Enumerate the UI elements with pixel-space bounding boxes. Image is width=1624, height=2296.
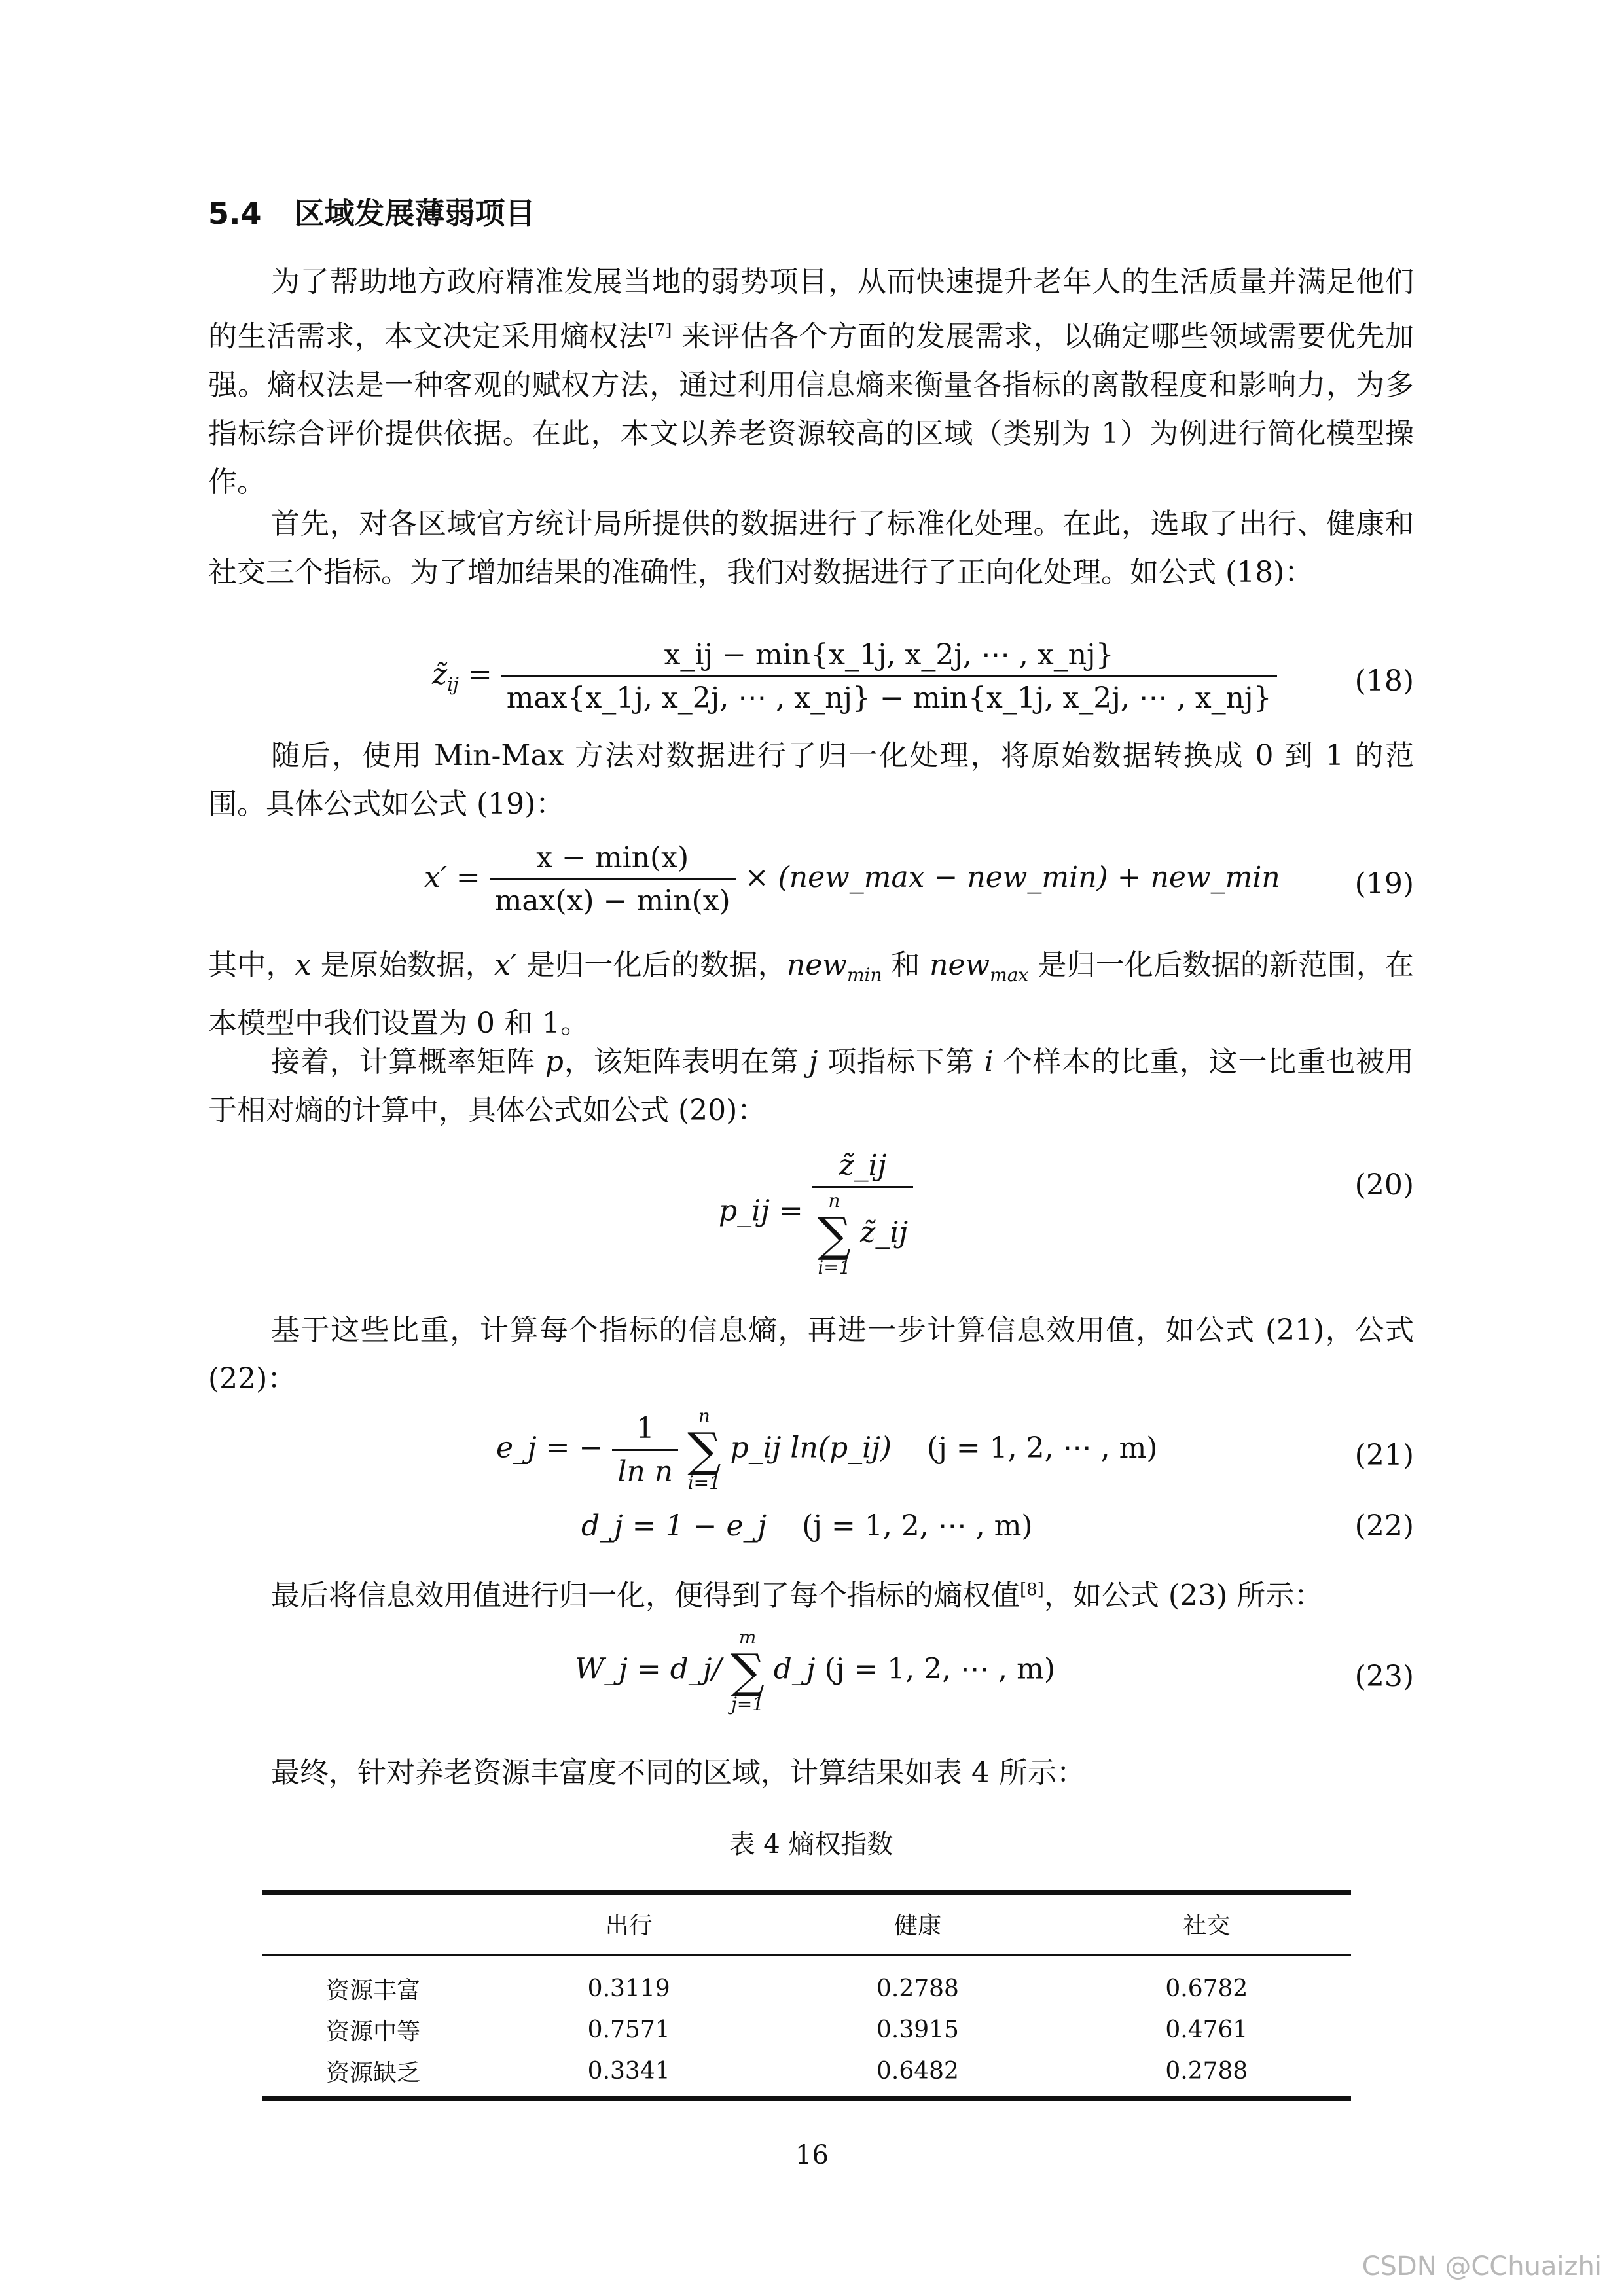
- symbol-x: x: [295, 948, 312, 982]
- equals-sign: =: [778, 1194, 812, 1228]
- paragraph-weights: [208, 1566, 1414, 1621]
- equation-tag: (20): [1354, 1168, 1414, 1202]
- table-cell: 0.6782: [1165, 1975, 1248, 2002]
- equation-20: [208, 1149, 1414, 1293]
- paragraph-intro: [208, 258, 1414, 507]
- paragraph-entropy: [208, 1306, 1414, 1403]
- eq21-summand: p_ij ln(p_ij): [730, 1431, 892, 1465]
- table-cell: 0.2788: [876, 1975, 959, 2002]
- table-header-cell: 健康: [893, 1912, 941, 1939]
- table-header-cell: 社交: [1183, 1912, 1231, 1939]
- section-heading: [208, 190, 535, 233]
- eq20-numerator: z̃_ij: [812, 1149, 913, 1188]
- paragraph-text: 项指标下第: [818, 1045, 984, 1079]
- sum-upper-limit: n: [828, 1190, 840, 1211]
- symbol-max: max: [990, 963, 1029, 986]
- eq18-lhs: z̃: [432, 658, 448, 691]
- eq21-frac-numerator: 1: [612, 1412, 678, 1451]
- eq21-frac-denominator: ln n: [617, 1454, 674, 1488]
- paragraph-text: ，如公式 (23) 所示：: [1043, 1579, 1324, 1613]
- equation-19: [208, 841, 1414, 933]
- citation-8[interactable]: [8]: [1020, 1580, 1044, 1600]
- summation: [687, 1407, 721, 1492]
- section-title: 区域发展薄弱项目: [294, 196, 535, 231]
- symbol-i: i: [984, 1045, 994, 1079]
- paragraph-text: 和: [882, 948, 930, 982]
- eq19-denominator: max(x) − min(x): [494, 884, 731, 918]
- summation: [731, 1628, 764, 1713]
- eq19-rest: × (new_max − new_min) + new_min: [744, 861, 1280, 894]
- entropy-weight-table: [262, 1890, 1351, 2101]
- eq22-condition: (j = 1, 2, ⋯ , m): [802, 1509, 1033, 1543]
- paragraph-text: 最终，针对养老资源丰富度不同的区域，计算结果如表 4 所示：: [271, 1756, 1085, 1789]
- citation-7[interactable]: [7]: [647, 321, 672, 340]
- eq20-summand: z̃_ij: [860, 1215, 909, 1249]
- symbol-new: new: [786, 948, 847, 982]
- table-row: [262, 2051, 1351, 2098]
- eq23-summand: d_j: [773, 1652, 816, 1686]
- equation-22: [208, 1509, 1414, 1549]
- eq20-denominator: [812, 1188, 913, 1277]
- table-row: [262, 2009, 1351, 2051]
- table-header-row: [262, 1893, 1351, 1955]
- section-number: 5.4: [208, 196, 262, 231]
- equation-body: [575, 1628, 1055, 1713]
- paragraph-probability: [208, 1038, 1414, 1135]
- table-cell: 0.7571: [587, 2017, 670, 2043]
- table-cell: 0.3341: [587, 2058, 670, 2085]
- paragraph-text: 是归一化后数据的新范围，在本模型中我们设置为 0 和 1。: [208, 948, 1414, 1040]
- paragraph-text: 随后，使用 Min-Max 方法对数据进行了归一化处理，将原始数据转换成 0 到 1 的范围。具体公式如公式 (19)：: [208, 739, 1414, 821]
- table-cell: 0.2788: [1165, 2058, 1248, 2085]
- eq21-fraction: [612, 1412, 678, 1488]
- symbol-p: p: [545, 1045, 564, 1079]
- paragraph-text: 是归一化后的数据，: [516, 948, 787, 982]
- table-cell: 0.4761: [1165, 2017, 1248, 2043]
- sum-lower-limit: j=1: [731, 1693, 765, 1715]
- eq23-lhs: W_j = d_j/: [575, 1652, 722, 1686]
- sum-upper-limit: n: [698, 1405, 710, 1427]
- table-row-label: 资源丰富: [325, 1977, 420, 2004]
- table-caption: 表 4 熵权指数: [729, 1829, 893, 1859]
- eq18-lhs-sub: ij: [447, 673, 459, 695]
- eq21-condition: (j = 1, 2, ⋯ , m): [927, 1431, 1158, 1465]
- eq21-lhs: e_j = −: [496, 1431, 604, 1465]
- paragraph-text: 为了帮助地方政府精准发展当地的弱势项目，从而快速提升老年人的生活质量并满足他们的生活需求，本文决定采用熵权法: [208, 265, 1414, 353]
- table-row-label: 资源缺乏: [325, 2060, 420, 2087]
- page-number: 16: [795, 2140, 829, 2170]
- paragraph-results: [208, 1749, 1414, 1797]
- equation-tag: (19): [1354, 867, 1414, 901]
- paragraph-where: [208, 941, 1414, 1048]
- equation-21: [208, 1407, 1414, 1512]
- equation-tag: (21): [1354, 1439, 1414, 1472]
- eq19-numerator: x − min(x): [490, 841, 736, 880]
- symbol-new: new: [929, 948, 990, 982]
- eq18-denominator: max{x_1j, x_2j, ⋯ , x_nj} − min{x_1j, x_2j, ⋯ , x_nj}: [506, 681, 1272, 715]
- eq23-condition: (j = 1, 2, ⋯ , m): [824, 1652, 1055, 1686]
- paragraph-text: 是原始数据，: [311, 948, 494, 982]
- paragraph-normalization: [208, 732, 1414, 829]
- symbol-j: j: [808, 1045, 818, 1079]
- equation-tag: (22): [1354, 1509, 1414, 1543]
- paragraph-text: 个样本的比重，这一比重也被用于相对熵的计算中，具体公式如公式 (20)：: [208, 1045, 1414, 1127]
- sum-upper-limit: m: [738, 1626, 757, 1648]
- sum-lower-limit: i=1: [687, 1472, 721, 1494]
- equation-tag: (23): [1354, 1660, 1414, 1693]
- equation-body: [496, 1407, 1157, 1492]
- equation-body: [719, 1149, 913, 1277]
- sigma-symbol: ∑: [817, 1207, 852, 1262]
- equation-18: [208, 638, 1414, 723]
- table-cell: 0.3119: [587, 1975, 670, 2002]
- sigma-symbol: ∑: [731, 1643, 765, 1698]
- equation-body: [581, 1509, 1033, 1543]
- equation-body: [432, 638, 1277, 715]
- eq19-lhs: x′: [424, 861, 447, 894]
- table-header-cell: 出行: [605, 1912, 653, 1939]
- eq20-fraction: [812, 1149, 913, 1277]
- eq18-numerator: x_ij − min{x_1j, x_2j, ⋯ , x_nj}: [501, 638, 1277, 677]
- paragraph-text: 来评估各个方面的发展需求，以确定哪些领域需要优先加强。熵权法是一种客观的赋权方法，通过利用信息熵来衡量各指标的离散程度和影响力，为多指标综合评价提供依据。在此，本文以养老资源较高的区域（类别为 1）为例进行简化模型操作。: [208, 319, 1415, 499]
- paragraph-text: ，该矩阵表明在第: [563, 1045, 809, 1079]
- eq19-fraction: [490, 841, 736, 918]
- table-header-cell: [262, 1893, 484, 1955]
- paragraph-text: 接着，计算概率矩阵: [271, 1045, 545, 1079]
- eq22-expression: d_j = 1 − e_j: [581, 1509, 767, 1543]
- sum-lower-limit: i=1: [818, 1257, 851, 1278]
- table-row: [262, 1955, 1351, 2009]
- equation-23: [208, 1628, 1414, 1733]
- watermark: CSDN @CChuaizhi: [1362, 2251, 1602, 2282]
- paragraph-text: 基于这些比重，计算每个指标的信息熵，再进一步计算信息效用值，如公式 (21)，公式 (22)：: [208, 1314, 1414, 1395]
- eq18-fraction: [501, 638, 1277, 715]
- equation-body: [424, 841, 1280, 918]
- table-cell: 0.6482: [876, 2058, 959, 2085]
- equals-sign: =: [467, 658, 501, 691]
- equals-sign: =: [456, 861, 490, 894]
- paragraph-standardization: [208, 500, 1414, 597]
- table-cell: 0.3915: [876, 2017, 959, 2043]
- table-row-label: 资源中等: [325, 2018, 420, 2045]
- symbol-x-prime: x′: [494, 948, 517, 982]
- equation-tag: (18): [1354, 664, 1414, 698]
- eq20-lhs: p_ij: [719, 1194, 770, 1228]
- symbol-min: min: [846, 963, 882, 986]
- paragraph-text: 首先，对各区域官方统计局所提供的数据进行了标准化处理。在此，选取了出行、健康和社交三个指标。为了增加结果的准确性，我们对数据进行了正向化处理。如公式 (18)：: [208, 507, 1414, 589]
- summation: [818, 1192, 851, 1277]
- paragraph-text: 其中，: [208, 948, 295, 982]
- sigma-symbol: ∑: [687, 1422, 721, 1477]
- paragraph-text: 最后将信息效用值进行归一化，便得到了每个指标的熵权值: [271, 1579, 1020, 1613]
